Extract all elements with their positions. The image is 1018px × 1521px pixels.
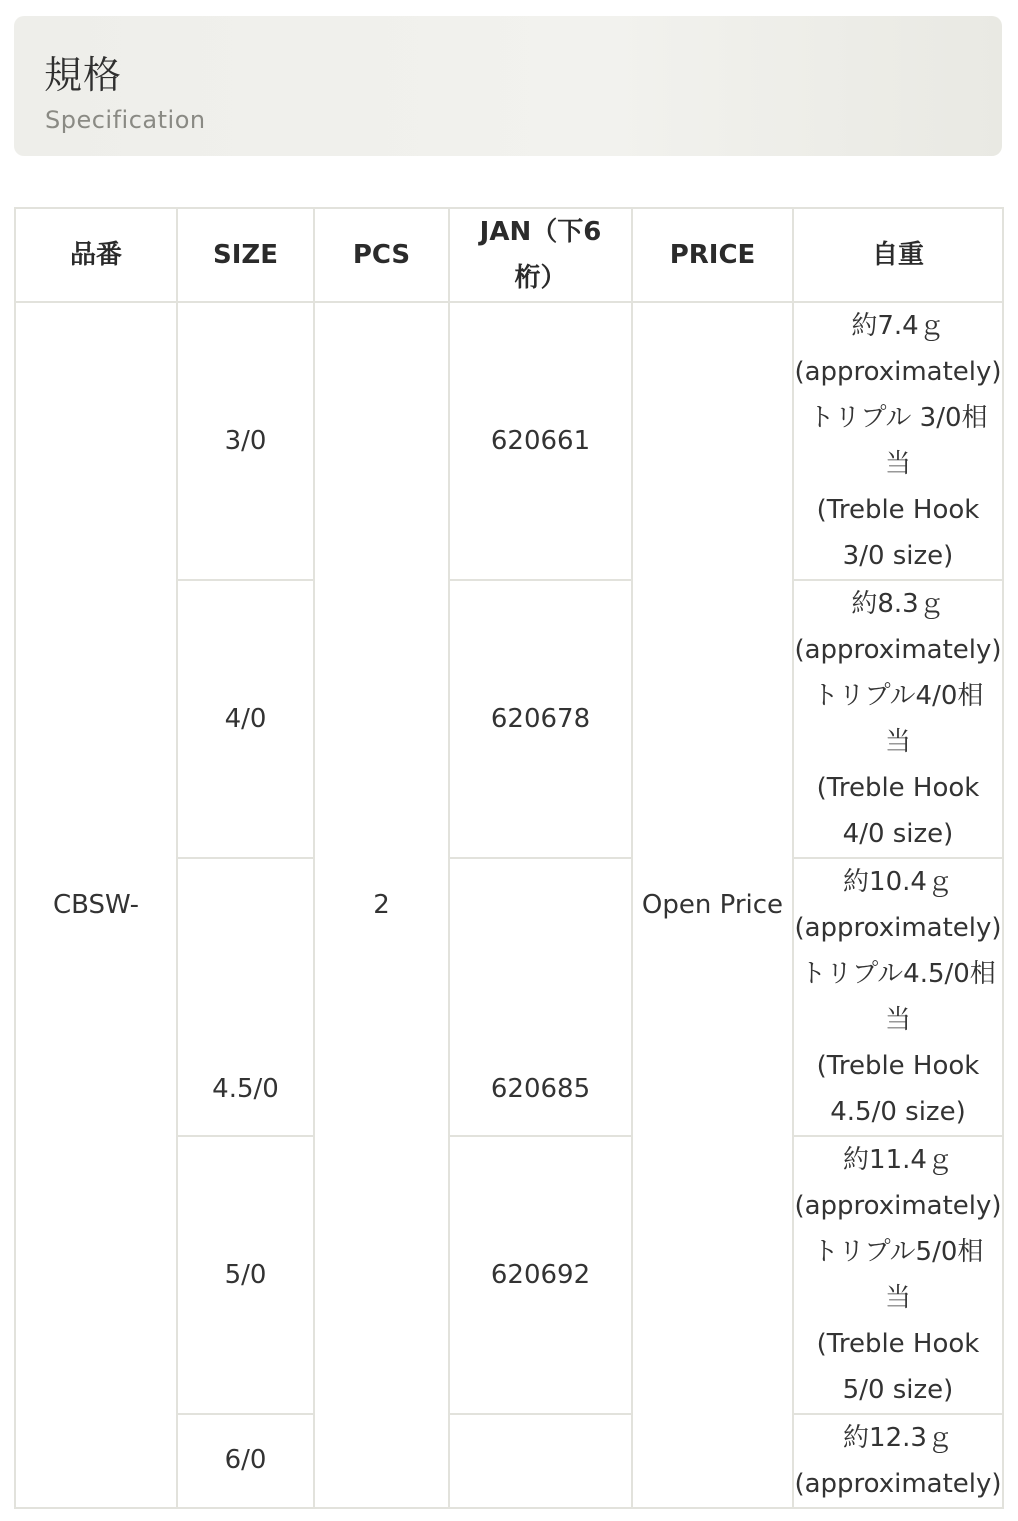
weight-line: 当 [884, 1005, 911, 1035]
weight-line: (approximately) [794, 357, 1002, 387]
header-jan [449, 208, 632, 302]
weight-line: トリプル5/0相 [812, 1237, 984, 1267]
cell-weight [793, 1414, 1003, 1508]
cell-jan: 620661 [449, 302, 632, 580]
header-jan-line1: JAN（下6 [479, 217, 602, 247]
cell-weight [793, 1136, 1003, 1414]
weight-line: 当 [884, 449, 911, 479]
weight-line: 約11.4ｇ [843, 1145, 953, 1175]
cell-weight [793, 302, 1003, 580]
weight-line: 約10.4ｇ [843, 867, 953, 897]
weight-line: トリプル4.5/0相 [800, 959, 996, 989]
weight-line: (Treble Hook [816, 1329, 980, 1359]
header-size: SIZE [177, 208, 314, 302]
cell-jan: 620678 [449, 580, 632, 858]
cell-size: 4.5/0 [177, 858, 314, 1136]
spec-heading-box [14, 16, 1002, 156]
cell-jan: 620685 [449, 858, 632, 1136]
header-code: 品番 [15, 208, 177, 302]
header-price: PRICE [632, 208, 793, 302]
cell-jan: 620692 [449, 1136, 632, 1414]
weight-line: 約7.4ｇ [851, 311, 945, 341]
weight-line: 4/0 size) [842, 819, 954, 849]
spec-heading-subtitle: Specification [45, 106, 206, 134]
weight-line: 当 [884, 727, 911, 757]
header-jan-line2: 桁） [514, 263, 567, 293]
weight-line: 当 [884, 1283, 911, 1313]
cell-code: CBSW- [15, 302, 177, 1508]
weight-line: 4.5/0 size) [830, 1097, 966, 1127]
header-pcs: PCS [314, 208, 449, 302]
weight-line: (approximately) [794, 635, 1002, 665]
weight-line: 約12.3ｇ [843, 1423, 953, 1453]
weight-line: 約8.3ｇ [851, 589, 945, 619]
cell-weight [793, 858, 1003, 1136]
cell-price: Open Price [632, 302, 793, 1508]
weight-line: トリプル4/0相 [812, 681, 984, 711]
cell-size: 4/0 [177, 580, 314, 858]
spec-table [14, 207, 1004, 1509]
cell-pcs: 2 [314, 302, 449, 1508]
weight-line: 3/0 size) [842, 541, 954, 571]
cell-size: 5/0 [177, 1136, 314, 1414]
cell-size: 3/0 [177, 302, 314, 580]
spec-heading-title: 規格 [44, 53, 123, 97]
header-weight: 自重 [793, 208, 1003, 302]
weight-line: (Treble Hook [816, 1051, 980, 1081]
table-row [15, 302, 1003, 580]
weight-line: (Treble Hook [816, 773, 980, 803]
cell-size: 6/0 [177, 1414, 314, 1508]
weight-line: トリプル 3/0相 [808, 403, 988, 433]
weight-line: (Treble Hook [816, 495, 980, 525]
cell-weight [793, 580, 1003, 858]
table-header-row [15, 208, 1003, 302]
weight-line: (approximately) [794, 1191, 1002, 1221]
weight-line: (approximately) [794, 1469, 1002, 1499]
weight-line: (approximately) [794, 913, 1002, 943]
weight-line: 5/0 size) [842, 1375, 954, 1405]
cell-jan [449, 1414, 632, 1508]
